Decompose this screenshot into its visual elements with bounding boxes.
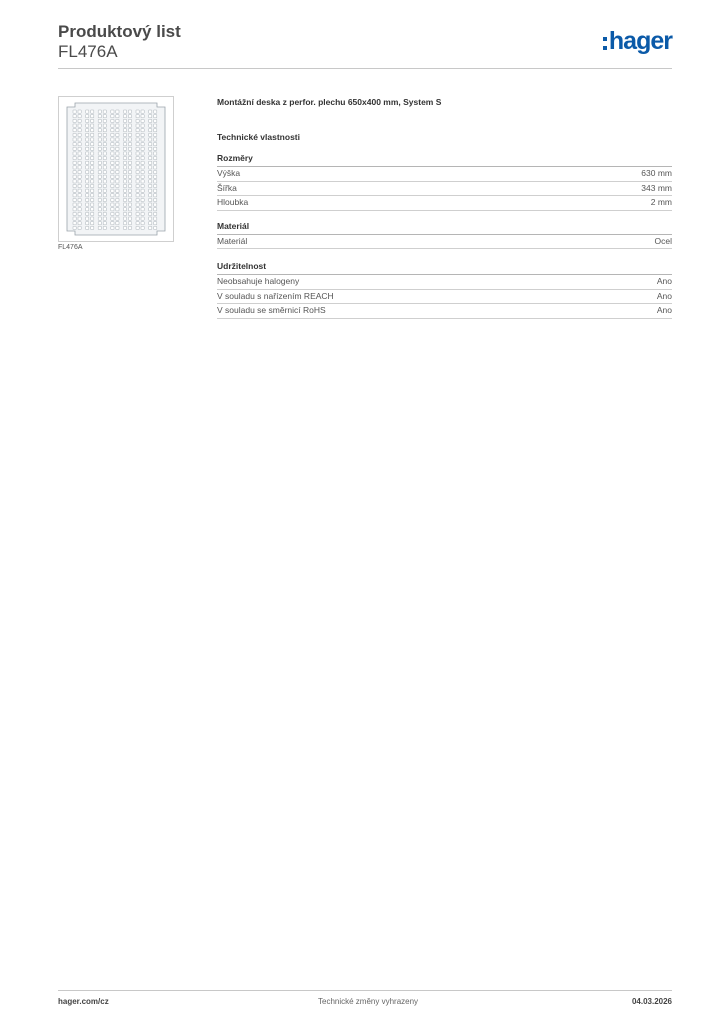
spec-value: 2 mm [650, 197, 672, 207]
spec-label: Neobsahuje halogeny [217, 276, 300, 286]
section-title: Udržitelnost [217, 261, 672, 275]
spec-row [217, 196, 672, 211]
spec-value: Ocel [654, 235, 672, 246]
logo-text: hager [608, 27, 672, 55]
perforated-plate-illustration [59, 97, 173, 241]
spec-label: Materiál [217, 235, 248, 246]
document-title: Produktový list [58, 22, 181, 41]
spec-value: 343 mm [641, 182, 672, 193]
footer-divider [58, 990, 672, 991]
spec-value: Ano [656, 290, 672, 301]
spec-label: Šířka [217, 182, 237, 193]
footer-date: 04.03.2026 [631, 997, 672, 1006]
spec-row [217, 290, 672, 305]
header-divider [58, 68, 672, 69]
spec-label: Hloubka [217, 197, 249, 207]
section-title: Rozměry [217, 153, 672, 167]
spec-label: Výška [217, 168, 241, 178]
spec-value: Ano [656, 305, 672, 315]
page-header [58, 20, 672, 70]
page-footer [58, 997, 672, 1011]
product-description: Montážní deska z perfor. plechu 650x400 mm, System S [217, 97, 442, 107]
spec-label: V souladu se směrnicí RoHS [217, 305, 326, 315]
hager-logo [603, 29, 672, 54]
spec-row [217, 182, 672, 197]
spec-row [217, 167, 672, 182]
section-title: Materiál [217, 221, 672, 235]
section-sustainability [217, 261, 672, 319]
product-code: FL476A [58, 42, 118, 61]
spec-value: Ano [656, 276, 672, 286]
spec-label: V souladu s nařízením REACH [217, 290, 334, 301]
logo-dots-icon [603, 37, 607, 50]
footer-website: hager.com/cz [58, 997, 109, 1006]
spec-row [217, 235, 672, 250]
section-dimensions [217, 153, 672, 211]
spec-row [217, 275, 672, 290]
image-caption: FL476A [58, 244, 83, 251]
section-material [217, 221, 672, 250]
footer-notice: Technické změny vyhrazeny [318, 997, 419, 1006]
product-image [58, 96, 174, 242]
product-details [217, 95, 672, 319]
spec-value: 630 mm [641, 168, 672, 178]
spec-row [217, 304, 672, 319]
technical-properties-heading: Technické vlastnosti [217, 132, 300, 142]
